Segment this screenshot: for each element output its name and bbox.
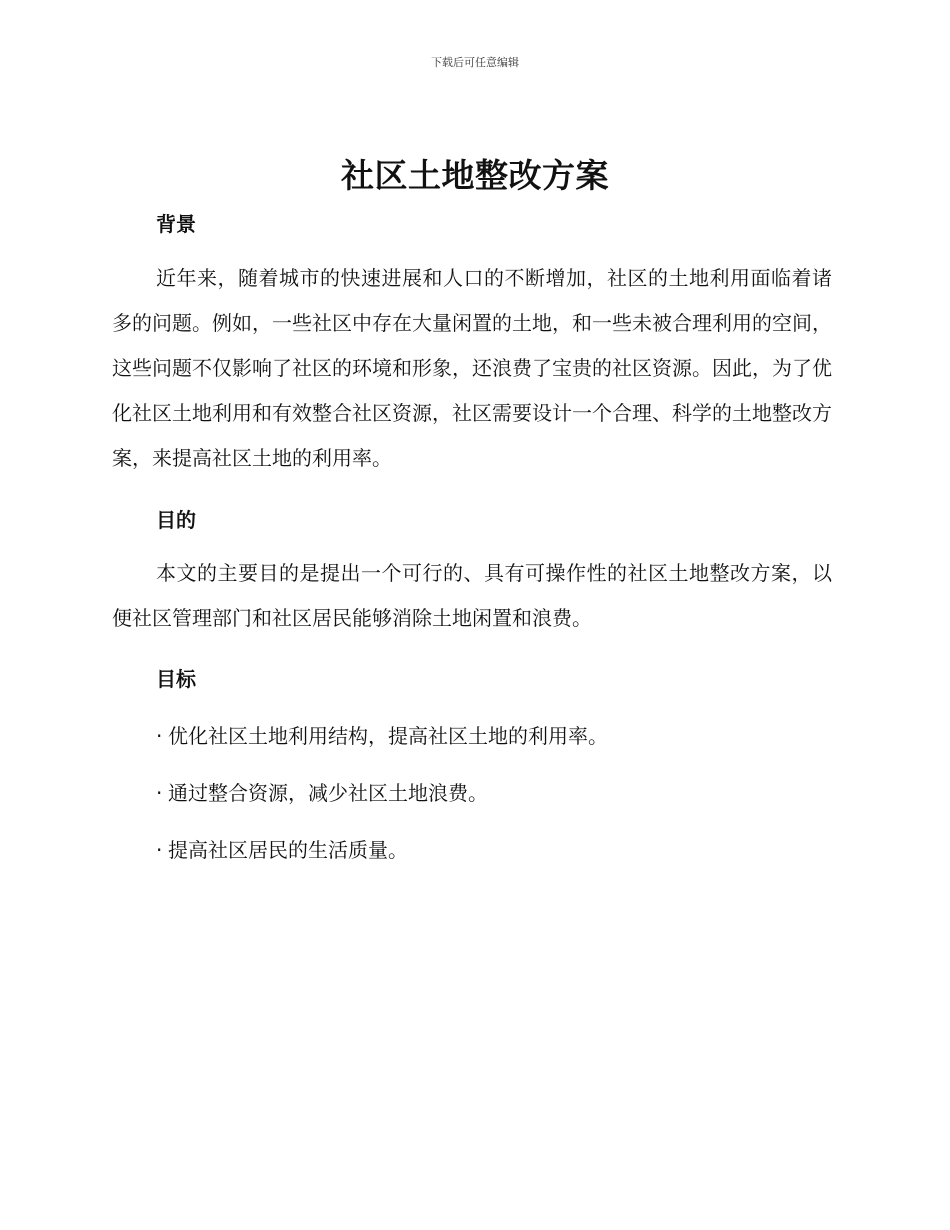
bullet-dot: · (156, 838, 163, 862)
paragraph-background: 近年来，随着城市的快速进展和人口的不断增加，社区的土地利用面临着诸多的问题。例如，一些社区中存在大量闲置的土地，和一些未被合理利用的空间，这些问题不仅影响了社区的环境和形象，还浪费了宝贵的社区资源。因此，为了优化社区土地利用和有效整合社区资源，社区需要设计一个合理、科学的土地整改方案，来提高社区土地的利用率。 (112, 266, 832, 470)
section-heading-background: 背景 (156, 212, 196, 236)
bullet-text: 通过整合资源，减少社区土地浪费。 (168, 781, 488, 805)
document-title: 社区土地整改方案 (341, 156, 609, 195)
bullet-dot: · (156, 724, 163, 748)
bullet-text: 提高社区居民的生活质量。 (168, 838, 408, 862)
bullet-item (156, 777, 488, 806)
paragraph-purpose: 本文的主要目的是提出一个可行的、具有可操作性的社区土地整改方案，以便社区管理部门和社区居民能够消除土地闲置和浪费。 (112, 561, 832, 630)
section-heading-purpose: 目的 (156, 508, 196, 532)
bullet-item (156, 720, 608, 749)
bullet-text: 优化社区土地利用结构，提高社区土地的利用率。 (168, 724, 608, 748)
header-note: 下载后可任意编辑 (431, 56, 519, 69)
section-heading-goals: 目标 (156, 667, 196, 691)
bullet-item (156, 834, 408, 863)
bullet-dot: · (156, 781, 163, 805)
